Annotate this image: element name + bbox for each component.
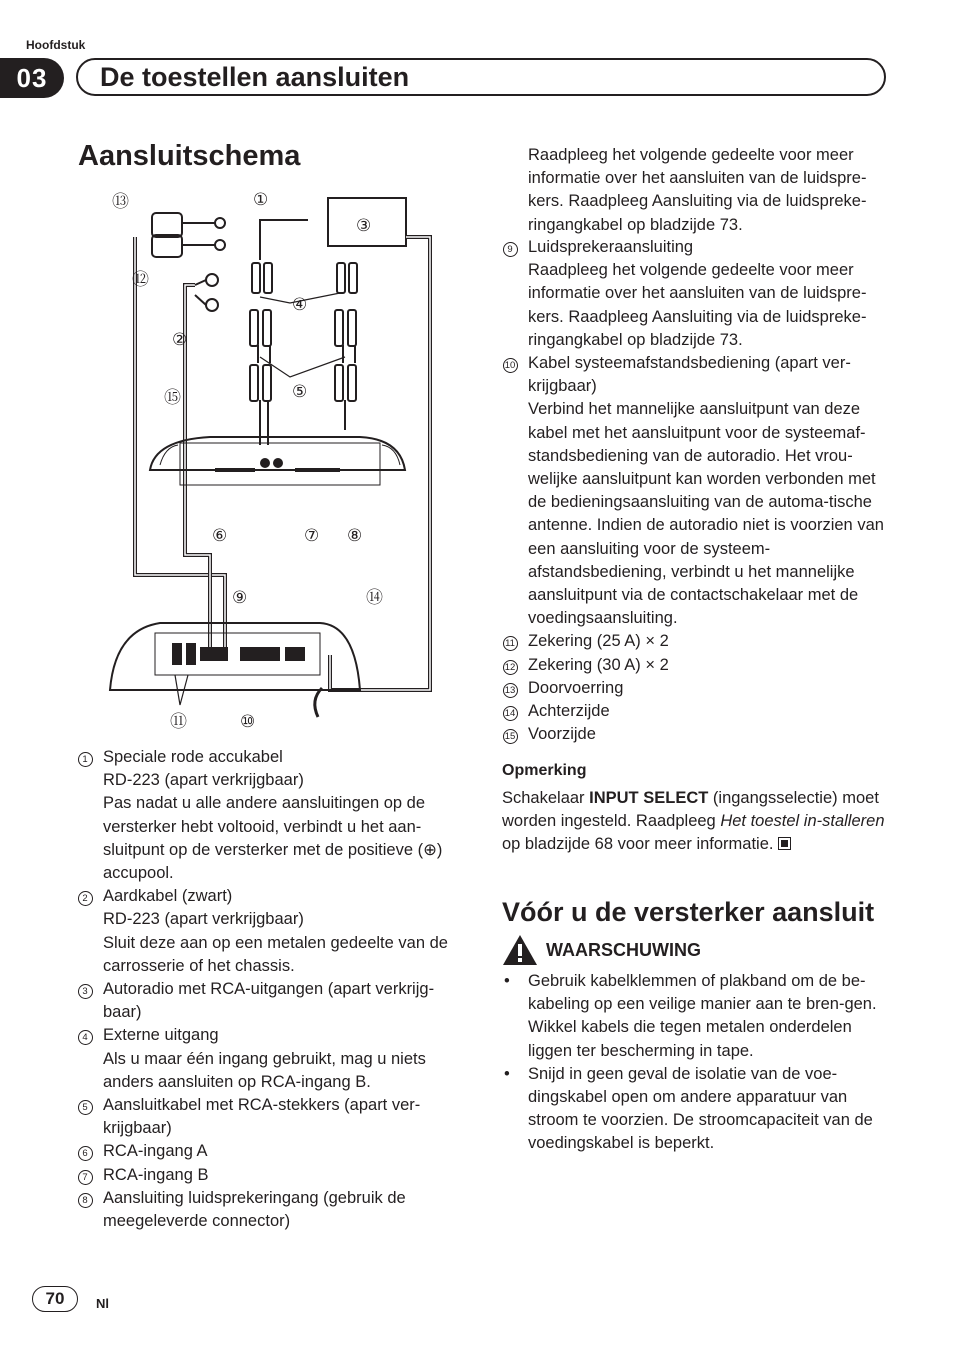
chapter-title [76, 58, 886, 96]
left-items-list [75, 746, 470, 1233]
diagram-label-15: ⑮ [164, 388, 181, 407]
list-item: 2 Aardkabel (zwart) RD-223 (apart verkrijgbaar) Sluit deze aan op een metalen gedeelte van de carrosserie of het chassis. [75, 885, 470, 978]
list-item: 4 Externe uitgang Als u maar één ingang gebruikt, mag u niets anders aansluiten op RCA-ingang B. [75, 1024, 470, 1094]
item-number-badge: 13 [500, 677, 520, 700]
list-item: 12 Zekering (30 A) × 2 [500, 654, 890, 677]
diagram-label-2: ② [172, 330, 188, 349]
diagram-label-4: ④ [292, 295, 308, 314]
list-item: • Gebruik kabelklemmen of plakband om de be-kabeling op een veilige manier aan te bren-gen. Wikkel kabels die tegen metalen onderdelen liggen ter bescherming in tape. [502, 970, 890, 1063]
list-item: 5 Aansluitkabel met RCA-stekkers (apart ver-krijgbaar) [75, 1094, 470, 1140]
item-number-badge: 10 [500, 352, 520, 375]
chapter-number: 03 [0, 58, 64, 98]
diagram-label-12: ⑫ [132, 270, 149, 289]
item-number-badge: 8 [75, 1187, 95, 1210]
note-text: Schakelaar INPUT SELECT (ingangsselectie) moet worden ingesteld. Raadpleeg Het toestel in-stalleren op bladzijde 68 voor meer informatie. [502, 789, 885, 854]
list-item: • Snijd in geen geval de isolatie van de voe-dingskabel open om andere apparatuur van stroom te voorzien. De stroomcapaciteit van de voedingskabel is beperkt. [502, 1063, 890, 1156]
warning-bullets [502, 970, 890, 1156]
list-item: 14 Achterzijde [500, 700, 890, 723]
diagram-label-3: ③ [356, 216, 372, 235]
item-number-badge: 1 [75, 746, 95, 769]
warning-header [502, 934, 701, 966]
list-item: 7 RCA-ingang B [75, 1164, 470, 1187]
list-item: 1 Speciale rode accukabel RD-223 (apart verkrijgbaar) Pas nadat u alle andere aansluitingen op de versterker hebt voltooid, verbindt u het aan-sluitpunt op de versterker met de positieve (⊕) accupool. [75, 746, 470, 885]
chapter-title-text: De toestellen aansluiten [100, 61, 410, 92]
warning-triangle-icon [502, 934, 538, 966]
item-number-badge: 9 [500, 236, 520, 259]
chapter-label: Hoofdstuk [26, 38, 86, 52]
diagram-label-7: ⑦ [304, 526, 320, 545]
item-number-badge: 6 [75, 1140, 95, 1163]
section-title-aansluitschema: Aansluitschema [78, 140, 301, 172]
warning-title: WAARSCHUWING [546, 939, 701, 960]
item-number-badge: 7 [75, 1164, 95, 1187]
wiring-diagram [100, 185, 460, 735]
diagram-label-1: ① [253, 190, 269, 209]
list-item: 15 Voorzijde [500, 723, 890, 746]
item-number-badge: 5 [75, 1094, 95, 1117]
diagram-label-9: ⑨ [232, 588, 248, 607]
list-item: 3 Autoradio met RCA-uitgangen (apart verkrijg-baar) [75, 978, 470, 1024]
diagram-label-8: ⑧ [347, 526, 363, 545]
list-item: 9 Luidsprekeraansluiting Raadpleeg het volgende gedeelte voor meer informatie over het aansluiten van de luidspre-kers. Raadpleeg Aansluiting via de luidspreke-ringangkabel op bladzijde 73. [500, 236, 890, 352]
item-number-badge: 3 [75, 978, 95, 1001]
language-code: Nl [96, 1296, 109, 1311]
list-item: 13 Doorvoerring [500, 677, 890, 700]
list-item: 10 Kabel systeemafstandsbediening (apart ver-krijgbaar) Verbind het mannelijke aansluitpunt van deze kabel met het aansluitpunt voor de systeemaf-standsbediening van de autoradio. Het vrou-welijke aansluitpunt kan worden verbonden met de bedieningsaansluiting van de automa-tische antenne. Indien de autoradio niet is voorzien van een aansluiting voor de systeem-afstandsbediening, verbindt u het mannelijke aansluitpunt via de contactschakelaar met de voedingsaansluiting. [500, 352, 890, 630]
item-number-badge: 14 [500, 700, 520, 723]
end-mark-icon [778, 837, 791, 850]
item-number-badge: 4 [75, 1024, 95, 1047]
diagram-label-11: ⑪ [170, 712, 187, 731]
diagram-label-13: ⑬ [112, 192, 129, 211]
note-heading: Opmerking [502, 762, 587, 779]
diagram-label-10: ⑩ [240, 712, 256, 731]
diagram-label-6: ⑥ [212, 526, 228, 545]
item-number-badge: 11 [500, 630, 520, 653]
diagram-label-14: ⑭ [366, 588, 383, 607]
diagram-label-5: ⑤ [292, 382, 308, 401]
item-number-badge: 2 [75, 885, 95, 908]
list-item: 11 Zekering (25 A) × 2 [500, 630, 890, 653]
right-items-list [500, 236, 890, 746]
item-number-badge: 12 [500, 654, 520, 677]
list-item: 8 Aansluiting luidsprekeringang (gebruik de meegeleverde connector) [75, 1187, 470, 1233]
list-item: 6 RCA-ingang A [75, 1140, 470, 1163]
page-number: 70 [32, 1286, 78, 1312]
section-title-voor-u-aansluit: Vóór u de versterker aansluit [502, 897, 875, 927]
item-number-badge: 15 [500, 723, 520, 746]
right-intro-text: Raadpleeg het volgende gedeelte voor meer informatie over het aansluiten van de luidspre-kers. Raadpleeg Aansluiting via de luidspreke-ringangkabel op bladzijde 73. [528, 146, 867, 234]
